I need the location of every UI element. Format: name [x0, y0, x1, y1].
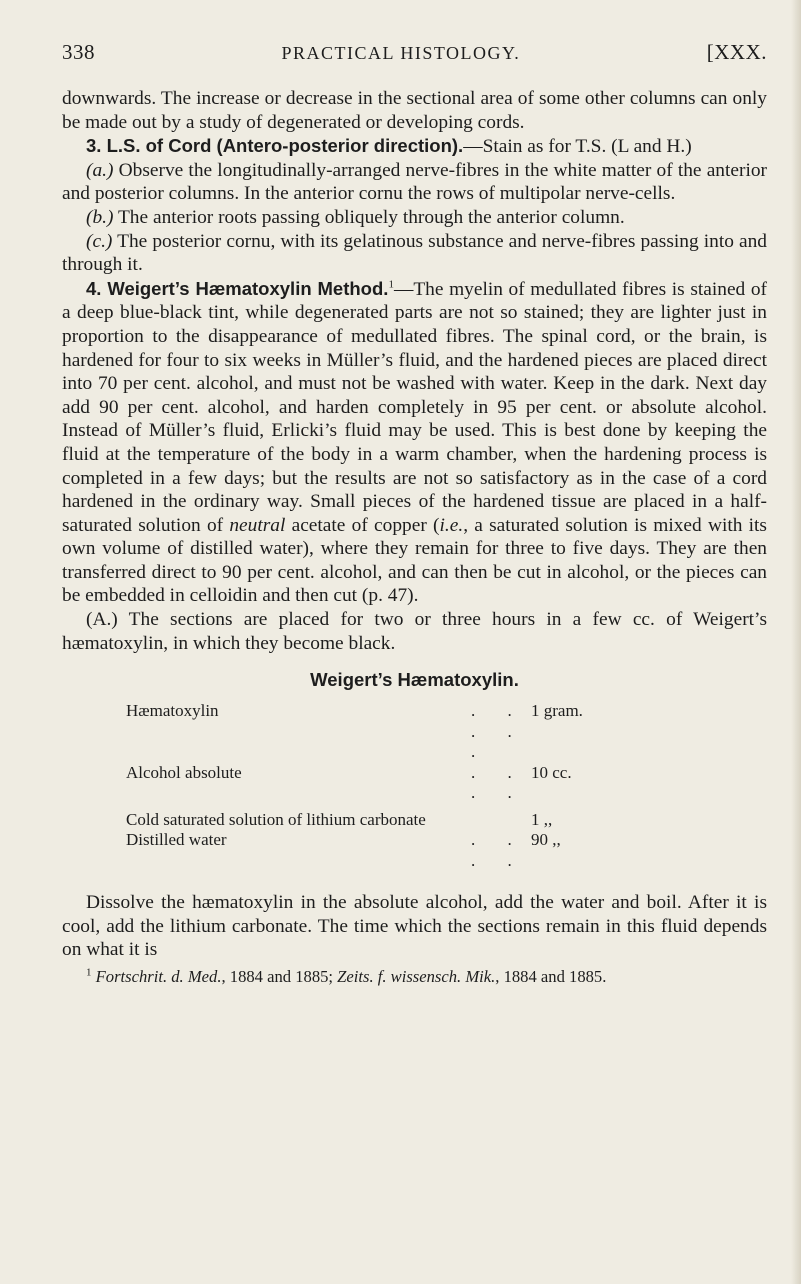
recipe-leader: . . . . .: [471, 701, 526, 762]
recipe-ingredient: Cold saturated solution of lithium carbonate: [126, 809, 426, 829]
item-b: [62, 206, 767, 230]
recipe-quantity: 1 ,,: [531, 809, 553, 829]
recipe-quantity: 1 gram.: [531, 701, 583, 721]
running-header: [62, 40, 767, 65]
paragraph-continuation: downwards. The increase or decrease in the sectional area of some other columns can only be made out by a study of degenerated or developing cords.: [62, 88, 767, 133]
recipe-table: [126, 701, 651, 871]
page-edge-shadow: [791, 0, 801, 1284]
footnote: [62, 966, 767, 987]
item-c-label: (c.): [86, 230, 113, 252]
recipe-row: [126, 763, 651, 804]
chapter-marker: [XXX.: [706, 40, 767, 64]
item-b-text: The anterior roots passing obliquely through the anterior column.: [113, 206, 625, 228]
page-number: 338: [62, 40, 95, 64]
item-a: [62, 159, 767, 206]
section-3: [62, 134, 767, 159]
section-3-heading: 3. L.S. of Cord (Antero-posterior direction).: [86, 135, 464, 157]
footnote-marker: 1: [86, 966, 92, 979]
footnote-reference: 1: [388, 278, 394, 291]
item-a-label: (a.): [86, 159, 114, 181]
recipe-ingredient: Alcohol absolute: [126, 762, 242, 782]
recipe-quantity: 90 ,,: [531, 830, 561, 850]
section-4-italic-ie: i.e.: [439, 514, 464, 536]
item-c: [62, 230, 767, 277]
section-4-heading: 4. Weigert’s Hæmatoxylin Method.: [86, 277, 389, 299]
recipe-row: [126, 701, 651, 763]
running-title: PRACTICAL HISTOLOGY.: [281, 43, 521, 63]
step-A: (A.) The sections are placed for two or three hours in a few cc. of Weigert’s hæmatoxylin, in which they become black.: [62, 609, 767, 654]
recipe-leader: . . . .: [471, 762, 526, 803]
recipe-row: [126, 810, 651, 831]
recipe-leader: . . . .: [471, 830, 526, 870]
recipe-quantity: 10 cc.: [531, 762, 572, 782]
section-4-text-1: —The myelin of medullated fibres is stained of a deep blue-black tint, while degenerated parts are not so stained; they are lighter just in proportion to the disappearance of medullated fibres. The spinal cord, or the brain, is hardened for four to six weeks in Müller’s fluid, and the hardened pieces are placed direct into 70 per cent. alcohol, and must not be washed with water. Keep in the dark. Next day add 90 per cent. alcohol, and harden completely in 95 per cent. or absolute alcohol. Instead of Müller’s fluid, Erlicki’s fluid may be used. This is best done by keeping the fluid at the temperature of the body in a warm chamber, when the hardening process is completed in a few days; but the results are not so satisfactory as in the case of a cord hardened in the ordinary way. Small pieces of the hardened tissue are placed in a half-saturated solution of: [62, 278, 767, 536]
footnote-text-1: , 1884 and 1885;: [221, 967, 338, 987]
footnote-text-2: , 1884 and 1885.: [495, 967, 607, 987]
item-b-label: (b.): [86, 206, 114, 228]
recipe-row: [126, 830, 651, 871]
section-4-text-2: acetate of copper (: [285, 514, 440, 536]
item-c-text: The posterior cornu, with its gelatinous substance and nerve-fibres passing into and through it.: [62, 230, 767, 276]
recipe-ingredient: Hæmatoxylin: [126, 701, 219, 721]
section-4: [62, 277, 767, 608]
recipe-title: Weigert’s Hæmatoxylin.: [310, 669, 519, 691]
paragraph-after-recipe: Dissolve the hæmatoxylin in the absolute alcohol, add the water and boil. After it is cool, add the lithium carbonate. The time which the sections remain in this fluid depends on what it is: [62, 892, 767, 961]
item-a-text: Observe the longitudinally-arranged nerve-fibres in the white matter of the anterior and posterior columns. In the anterior cornu the rows of multipolar nerve-cells.: [62, 159, 767, 205]
footnote-journal-1: Fortschrit. d. Med.: [95, 967, 222, 987]
section-4-italic-neutral: neutral: [229, 514, 286, 536]
section-3-text: —Stain as for T.S. (L and H.): [463, 136, 692, 158]
footnote-journal-2: Zeits. f. wissensch. Mik.: [337, 967, 496, 987]
recipe-ingredient: Distilled water: [126, 830, 227, 850]
section-4-text-3: , a saturated solution is mixed with its own volume of distilled water), where they remain for three to five days. They are then transferred direct to 90 per cent. alcohol, and can then be cut in alcohol, or the pieces can be embedded in celloidin and then cut (p. 47).: [62, 514, 767, 607]
